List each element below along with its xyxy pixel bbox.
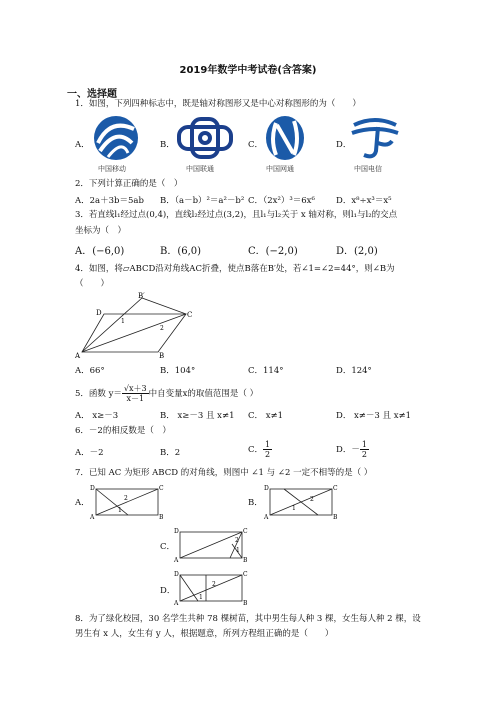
- q1-caption-b: 中国联通: [186, 165, 214, 173]
- q7b-label-d: D: [264, 485, 269, 492]
- question-8-stem-continued: 男生有 x 人，女生有 y 人，根据题意，所列方程组正确的是（ ）: [75, 629, 334, 639]
- q7c-label-d: D: [174, 528, 179, 535]
- q2-option-a: A．2a＋3b＝5ab: [75, 196, 144, 206]
- q7b-label-a: A: [264, 514, 269, 521]
- q7d-label-a: A: [174, 600, 179, 607]
- q3-option-a: A．(−6,0): [75, 246, 125, 257]
- question-8-stem: 8．为了绿化校园，30 名学生共种 78 棵树苗，其中男生每人种 3 棵，女生每人种 2 棵，设: [75, 614, 421, 624]
- q3-option-b: B．(6,0): [160, 246, 202, 257]
- q6-c-den: 2: [265, 450, 271, 459]
- q4-parallelogram-figure: [74, 290, 194, 360]
- q5-numerator: √x＋3: [123, 384, 147, 393]
- q7-option-a-label: A．: [75, 498, 90, 508]
- q7d-label-d: D: [174, 571, 179, 578]
- q6-option-d-label: D．－: [336, 445, 360, 455]
- q1-caption-a: 中国移动: [98, 165, 126, 173]
- q7c-label-c: C: [243, 528, 248, 535]
- china-netcom-logo: [262, 113, 308, 163]
- q7-option-c-label: C．: [160, 542, 176, 552]
- q6-option-c-label: C．: [248, 445, 264, 455]
- q1-caption-d: 中国电信: [354, 165, 382, 173]
- fig4-label-a: A: [75, 352, 81, 360]
- q7d-label-c: C: [243, 571, 248, 578]
- q2-option-c: C．（2x²）³＝6x⁶: [248, 196, 315, 206]
- q7-figure-d: [172, 569, 252, 607]
- section-heading: 一、选择题: [67, 89, 117, 100]
- q6-option-b: B．2: [160, 448, 181, 458]
- q7a-angle-1: 1: [118, 507, 122, 514]
- q5-option-c: C． x≠1: [248, 411, 284, 421]
- q7a-label-d: D: [90, 485, 95, 492]
- fig4-angle-2: 2: [160, 325, 164, 332]
- china-unicom-logo: [172, 113, 238, 163]
- q4-option-b: B．104°: [160, 366, 196, 376]
- q7c-label-a: A: [174, 557, 179, 564]
- q7c-label-b: B: [243, 557, 248, 564]
- q7d-angle-2: 2: [212, 581, 216, 588]
- q7c-angle-1: 1: [236, 547, 240, 554]
- q4-option-c: C．114°: [248, 366, 284, 376]
- q7b-angle-1: 1: [292, 505, 296, 512]
- q7-option-b-label: B．: [248, 498, 263, 508]
- q6-d-num: 1: [361, 440, 367, 449]
- q4-option-a: A．66°: [75, 366, 105, 376]
- q6-option-a: A．－2: [75, 448, 104, 458]
- china-telecom-logo: [348, 113, 402, 163]
- china-mobile-logo: [88, 113, 144, 163]
- q6-d-den: 2: [361, 450, 367, 459]
- q1-option-a-label: A．: [75, 140, 90, 150]
- q1-option-d-label: D．: [336, 140, 352, 150]
- q7b-angle-2: 2: [310, 496, 314, 503]
- q1-option-c-label: C．: [248, 140, 264, 150]
- question-5-stem: [75, 384, 258, 403]
- q7b-label-b: B: [333, 514, 338, 521]
- q7b-label-c: C: [333, 485, 338, 492]
- question-6-stem: 6．－2的相反数是（ ）: [75, 426, 171, 436]
- q1-option-b-label: B．: [160, 140, 175, 150]
- q7a-label-c: C: [159, 485, 164, 492]
- q5-option-a: A． x≥－3: [75, 411, 119, 421]
- question-3-stem: 3．若直线l₁经过点(0,4)，直线l₂经过点(3,2)，且l₁与l₂关于 x 轴对称，则l₁与l₂的交点: [75, 210, 398, 220]
- q7d-angle-1: 1: [199, 594, 203, 601]
- q7-figure-b: [262, 483, 342, 521]
- question-7-stem: 7．已知 AC 为矩形 ABCD 的对角线，则图中 ∠1 与 ∠2 一定不相等的是（ ）: [75, 468, 373, 478]
- q7c-angle-2: 2: [235, 537, 239, 544]
- fig4-label-d: D: [96, 309, 102, 317]
- q6-option-d: [336, 440, 369, 459]
- page-title: 2019年数学中考试卷(含答案): [179, 65, 317, 76]
- q7-option-d-label: D．: [160, 586, 176, 596]
- q5-stem-prefix: 5．函数 y＝: [75, 389, 122, 399]
- q3-option-d: D．(2,0): [336, 246, 378, 257]
- fig4-label-b: B: [159, 352, 165, 360]
- fig4-label-c: C: [187, 311, 193, 319]
- q5-stem-suffix: 中自变量x的取值范围是（ ）: [148, 389, 259, 399]
- q6-option-d-fraction: [360, 440, 369, 459]
- q2-option-b: B．（a－b）²＝a²－b²: [160, 196, 245, 206]
- fig4-angle-1: 1: [121, 318, 125, 325]
- q5-option-d: D． x≠－3 且 x≠1: [336, 411, 412, 421]
- question-3-stem-continued: 坐标为（ ）: [75, 226, 127, 236]
- q1-caption-c: 中国网通: [266, 165, 294, 173]
- q6-c-num: 1: [265, 440, 271, 449]
- fig4-label-bprime: B′: [138, 292, 145, 300]
- q5-option-b: B． x≥－3 且 x≠1: [160, 411, 235, 421]
- question-2-stem: 2．下列计算正确的是（ ）: [75, 179, 183, 189]
- question-4-stem: 4．如图，将▱ABCD沿对角线AC折叠，使点B落在B′处，若∠1=∠2=44°，则∠B为: [75, 264, 395, 274]
- q7a-label-b: B: [159, 514, 164, 521]
- q7a-label-a: A: [90, 514, 95, 521]
- question-4-stem-continued: （ ）: [75, 279, 110, 289]
- question-1-stem: 1．如图，下列四种标志中，既是轴对称图形又是中心对称图形的为（ ）: [75, 99, 361, 109]
- q5-denominator: x－1: [126, 394, 145, 403]
- q7-figure-c: [172, 526, 252, 564]
- q2-option-d: D．x⁸÷x³＝x⁵: [336, 196, 392, 206]
- q6-option-c: [248, 440, 272, 459]
- q7a-angle-2: 2: [124, 495, 128, 502]
- q7-figure-a: [88, 483, 168, 521]
- q3-option-c: C．(−2,0): [248, 246, 298, 257]
- q7d-label-b: B: [243, 600, 248, 607]
- q5-fraction: [122, 384, 149, 403]
- q6-option-c-fraction: [263, 440, 272, 459]
- q4-option-d: D．124°: [336, 366, 372, 376]
